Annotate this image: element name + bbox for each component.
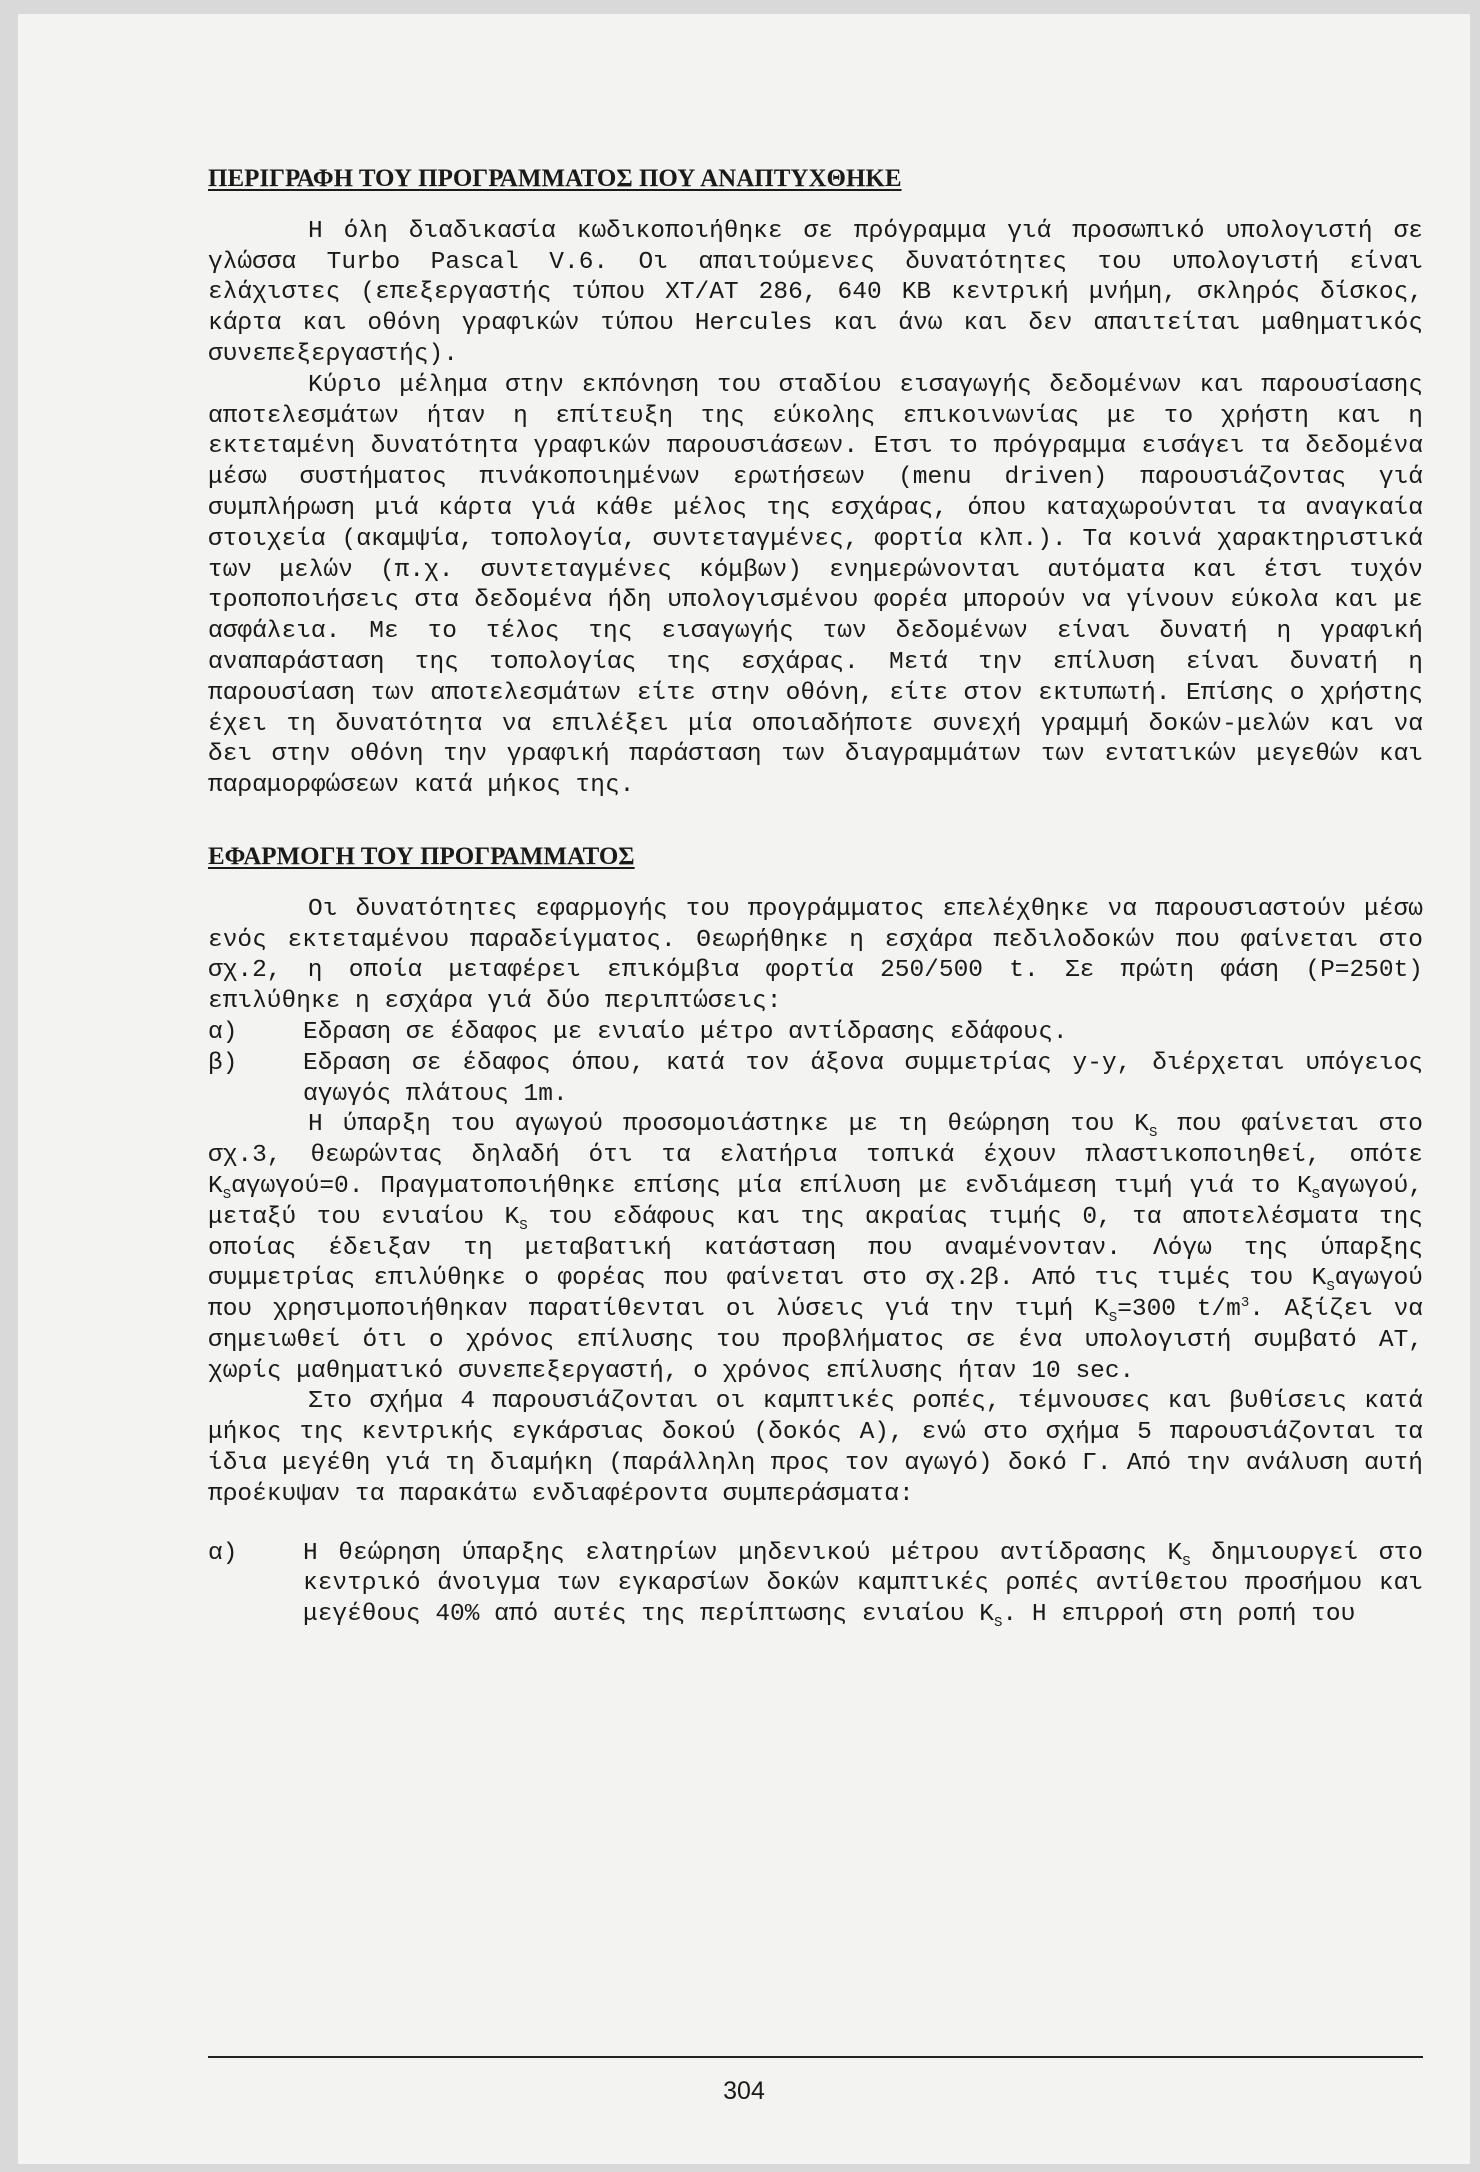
- case-b-text: Εδραση σε έδαφος όπου, κατά τον άξονα συμμετρίας y-y, διέρχεται υπόγειος αγωγός πλάτους 1m.: [303, 1049, 1423, 1108]
- document-page: [18, 14, 1470, 2164]
- page-number: 304: [723, 2077, 765, 2105]
- page-content: [208, 164, 1423, 1631]
- paragraph-pipe-modeling: Η ύπαρξη του αγωγού προσομοιάστηκε με τη θεώρηση του $K_S$ που φαίνεται στο σχ.3, θεωρώντας δηλαδή ότι τα ελατήρια τοπικά έχουν πλαστικοποιηθεί, οπότε $K_S\alpha\gamma\omega\gamma oύ=0$. Πραγματοποιήθηκε επίσης μία επίλυση με ενδιάμεση τιμή γιά το $K_S\alpha\gamma\omega\gamma oύ$, μεταξύ του ενιαίου $K_S$ του εδάφους και της ακραίας τιμής 0, τα αποτελέσματα της οποίας έδειξαν τη μεταβατική κατάσταση που αναμένονταν. Λόγω της ύπαρξης συμμετρίας επιλύθηκε ο φορέας που φαίνεται στο σχ.2β. Από τις τιμές του $K_S\alpha\gamma\omega\gamma oύ$ που χρησιμοποιήθηκαν παρατίθενται οι λύσεις γιά την τιμή $K_S=300$ $t/m^3$. Αξίζει να σημειωθεί ότι ο χρόνος επίλυσης του προβλήματος σε ένα υπολογιστή συμβατό AT, χωρίς μαθηματικό συνεπεξεργαστή, ο χρόνος επίλυσης ήταν 10 sec.: [208, 1111, 1423, 1385]
- list-item-conclusion-a: [208, 1539, 1423, 1631]
- conclusion-a-text: Η θεώρηση ύπαρξης ελατηρίων μηδενικού μέτρου αντίδρασης $K_S$ δημιουργεί στο κεντρικό άνοιγμα των εγκαρσίων δοκών καμπτικές ροπές αντίθετου προσήμου και μεγέθους 40% από αυτές της περίπτωσης ενιαίου $K_S$. Η επιρροή στη ροπή του: [303, 1539, 1423, 1632]
- case-a-text: Εδραση σε έδαφος με ενιαίο μέτρο αντίδρασης εδάφους.: [303, 1018, 1068, 1046]
- section-heading-program-description: ΠΕΡΙΓΡΑΦΗ ΤΟΥ ΠΡΟΓΡΑΜΜΑΤΟΣ ΠΟΥ ΑΝΑΠΤΥΧΘΗΚΕ: [208, 165, 902, 192]
- section-heading-program-application: ΕΦΑΡΜΟΓΗ ΤΟΥ ΠΡΟΓΡΑΜΜΑΤΟΣ: [208, 842, 635, 870]
- paragraph-user-interface: Κύριο μέλημα στην εκπόνηση του σταδίου εισαγωγής δεδομένων και παρουσίασης αποτελεσμάτων ήταν η επίτευξη της εύκολης επικοινωνίας με το χρήστη και η εκτεταμένη δυνατότητα γραφικών παρουσιάσεων. Ετσι το πρόγραμμα εισάγει τα δεδομένα μέσω συστήματος πινάκοποιημένων ερωτήσεων (menu driven) παρουσιάζοντας γιά συμπλήρωση μιά κάρτα γιά κάθε μέλος της εσχάρας, όπου καταχωρούνται τα αναγκαία στοιχεία (ακαμψία, τοπολογία, συντεταγμένες, φορτία κλπ.). Τα κοινά χαρακτηριστικά των μελών (π.χ. συντεταγμένες κόμβων) ενημερώνονται αυτόματα και έτσι τυχόν τροποποιήσεις στα δεδομένα ήδη υπολογισμένου φορέα μπορούν να γίνουν εύκολα και με ασφάλεια. Με το τέλος της εισαγωγής των δεδομένων είναι δυνατή η γραφική αναπαράσταση της τοπολογίας της εσχάρας. Μετά την επίλυση είναι δυνατή η παρουσίαση των αποτελεσμάτων είτε στην οθόνη, είτε στον εκτυπωτή. Επίσης ο χρήστης έχει τη δυνατότητα να επιλέξει μία οποιαδήποτε συνεχή γραμμή δοκών-μελών και να δει στην οθόνη την γραφική παράσταση των διαγραμμάτων των εντατικών μεγεθών και παραμορφώσεων κατά μήκος της.: [208, 371, 1423, 800]
- paragraph-implementation: Η όλη διαδικασία κωδικοποιήθηκε σε πρόγραμμα γιά προσωπικό υπολογιστή σε γλώσσα Turbo Pascal V.6. Οι απαιτούμενες δυνατότητες του υπολογιστή είναι ελάχιστες (επεξεργαστής τύπου XT/AT 286, 640 KB κεντρική μνήμη, σκληρός δίσκος, κάρτα και οθόνη γραφικών τύπου Hercules και άνω και δεν απαιτείται μαθηματικός συνεπεξεργαστής).: [208, 217, 1423, 368]
- paragraph-application-intro: Οι δυνατότητες εφαρμογής του προγράμματος επελέχθηκε να παρουσιαστούν μέσω ενός εκτεταμένου παραδείγματος. Θεωρήθηκε η εσχάρα πεδιλοδοκών που φαίνεται στο σχ.2, η οποία μεταφέρει επικόμβια φορτία 250/500 t. Σε πρώτη φάση (P=250t) επιλύθηκε η εσχάρα γιά δύο περιπτώσεις:: [208, 895, 1423, 1016]
- conclusion-a-label: α): [208, 1539, 238, 1567]
- case-b-label: β): [208, 1049, 238, 1077]
- case-a-label: α): [208, 1018, 238, 1046]
- list-item-case-b: [208, 1049, 1423, 1111]
- list-item-case-a: [208, 1018, 1423, 1049]
- paragraph-results-figures: Στο σχήμα 4 παρουσιάζονται οι καμπτικές ροπές, τέμνουσες και βυθίσεις κατά μήκος της κεντρικής εγκάρσιας δοκού (δοκός A), ενώ στο σχήμα 5 παρουσιάζονται τα ίδια μεγέθη γιά τη διαμήκη (παράλληλη προς τον αγωγό) δοκό Γ. Από την ανάλυση αυτή προέκυψαν τα παρακάτω ενδιαφέροντα συμπεράσματα:: [208, 1388, 1423, 1508]
- footer-rule: [208, 2056, 1423, 2058]
